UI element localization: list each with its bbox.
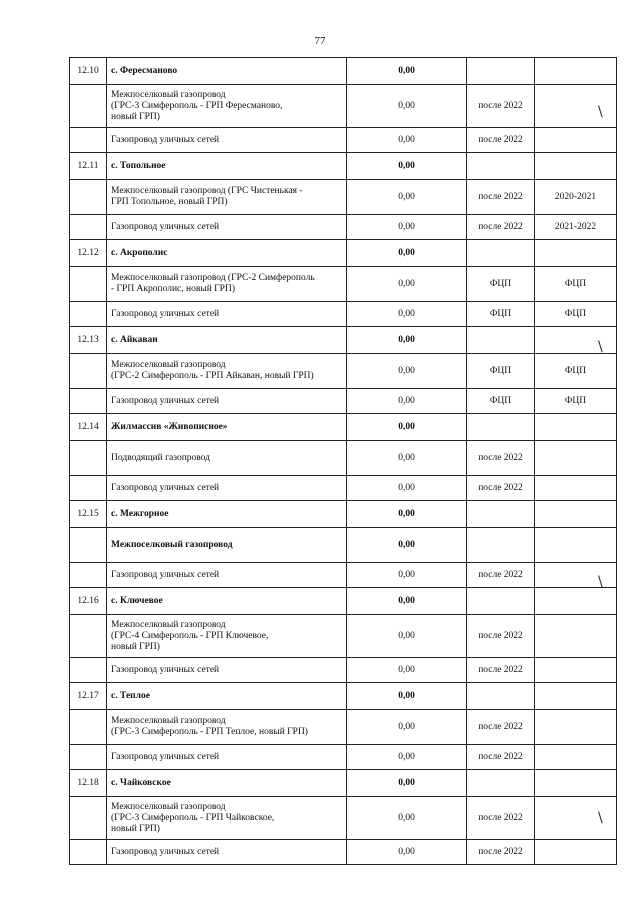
value-cell-text: 0,00: [398, 508, 415, 519]
value-cell: [347, 441, 467, 476]
object-name-cell: [107, 267, 347, 302]
value-cell-text: 0,00: [398, 846, 415, 857]
value-cell-text: 0,00: [398, 221, 415, 232]
pipeline-row: [70, 745, 617, 770]
period-alt-cell-text: 2021-2022: [554, 221, 597, 232]
row-number-cell: [70, 85, 107, 128]
row-number-cell: [70, 563, 107, 588]
value-cell: [347, 528, 467, 563]
object-name-cell-text: с. Межгорное: [111, 508, 169, 519]
value-cell: [347, 215, 467, 240]
period-cell: [467, 180, 535, 215]
value-cell: [347, 501, 467, 528]
object-name-cell: [107, 683, 347, 710]
value-cell-text: 0,00: [398, 452, 415, 463]
pipeline-row: [70, 528, 617, 563]
pipeline-row: [70, 615, 617, 658]
page-number: 77: [314, 35, 326, 47]
period-alt-cell: [535, 615, 617, 658]
value-cell: [347, 797, 467, 840]
object-name-cell-text: Межпоселковый газопровод (ГРС Чистенькая - ГРП Топольное, новый ГРП): [111, 186, 303, 207]
object-name-cell: [107, 302, 347, 327]
object-name-cell-text: Газопровод уличных сетей: [111, 482, 220, 493]
value-cell: [347, 180, 467, 215]
object-name-cell: [107, 180, 347, 215]
pipeline-row: [70, 389, 617, 414]
period-alt-cell: [535, 441, 617, 476]
object-name-cell-text: с. Айкаван: [111, 334, 158, 345]
period-cell: [467, 85, 535, 128]
handwritten-tick-mark: \: [598, 810, 603, 826]
period-alt-cell: [535, 528, 617, 563]
row-number-cell: [70, 476, 107, 501]
row-number-cell: [70, 240, 107, 267]
value-cell-text: 0,00: [398, 134, 415, 145]
row-number-cell: [70, 501, 107, 528]
period-alt-cell-text: ФЦП: [564, 308, 587, 319]
row-number-cell: [70, 267, 107, 302]
period-cell: [467, 476, 535, 501]
period-alt-cell: [535, 683, 617, 710]
period-alt-cell: [535, 588, 617, 615]
row-number-cell: [70, 745, 107, 770]
period-cell-text: после 2022: [478, 134, 523, 145]
period-alt-cell: [535, 180, 617, 215]
period-cell: [467, 153, 535, 180]
row-number-cell-text: 12.11: [77, 160, 99, 171]
period-cell: [467, 354, 535, 389]
row-number-cell-text: 12.13: [77, 334, 99, 345]
value-cell-text: 0,00: [398, 160, 415, 171]
row-number-cell: [70, 128, 107, 153]
period-cell-text: после 2022: [478, 569, 523, 580]
pipeline-row: [70, 710, 617, 745]
value-cell-text: 0,00: [398, 334, 415, 345]
value-cell-text: 0,00: [398, 595, 415, 606]
value-cell-text: 0,00: [398, 247, 415, 258]
pipeline-row: [70, 85, 617, 128]
object-name-cell: [107, 840, 347, 865]
pipeline-row: [70, 215, 617, 240]
period-alt-cell-text: ФЦП: [564, 278, 587, 289]
value-cell-text: 0,00: [398, 65, 415, 76]
period-cell: [467, 302, 535, 327]
value-cell-text: 0,00: [398, 777, 415, 788]
period-alt-cell: [535, 128, 617, 153]
value-cell-text: 0,00: [398, 812, 415, 823]
value-cell-text: 0,00: [398, 421, 415, 432]
value-cell: [347, 153, 467, 180]
period-alt-cell: [535, 710, 617, 745]
period-alt-cell-text: ФЦП: [564, 395, 587, 406]
row-number-cell: [70, 354, 107, 389]
object-name-cell-text: с. Ключевое: [111, 595, 163, 606]
value-cell: [347, 563, 467, 588]
row-number-cell: [70, 528, 107, 563]
row-number-cell: [70, 710, 107, 745]
object-name-cell-text: с. Теплое: [111, 690, 150, 701]
value-cell-text: 0,00: [398, 630, 415, 641]
object-name-cell-text: Межпоселковый газопровод (ГРС-2 Симферополь - ГРП Акрополис, новый ГРП): [111, 273, 315, 294]
object-name-cell: [107, 85, 347, 128]
period-alt-cell: [535, 240, 617, 267]
period-cell-text: после 2022: [478, 452, 523, 463]
object-name-cell: [107, 414, 347, 441]
row-number-cell: [70, 441, 107, 476]
handwritten-tick-mark: \: [598, 104, 603, 120]
period-cell: [467, 588, 535, 615]
period-cell-text: после 2022: [478, 100, 523, 111]
period-cell: [467, 327, 535, 354]
period-alt-cell: [535, 85, 617, 128]
period-cell: [467, 128, 535, 153]
value-cell: [347, 770, 467, 797]
object-name-cell: [107, 658, 347, 683]
period-cell-text: после 2022: [478, 846, 523, 857]
pipeline-row: [70, 840, 617, 865]
object-name-cell: [107, 441, 347, 476]
settlement-row: [70, 240, 617, 267]
period-cell: [467, 710, 535, 745]
object-name-cell: [107, 153, 347, 180]
value-cell: [347, 267, 467, 302]
object-name-cell-text: Подводящий газопровод: [111, 452, 211, 463]
object-name-cell-text: Межпоселковый газопровод: [111, 539, 233, 550]
object-name-cell: [107, 215, 347, 240]
pipeline-row: [70, 797, 617, 840]
row-number-cell: [70, 153, 107, 180]
period-cell: [467, 658, 535, 683]
object-name-cell: [107, 354, 347, 389]
value-cell-text: 0,00: [398, 664, 415, 675]
row-number-cell: [70, 840, 107, 865]
period-alt-cell: [535, 745, 617, 770]
value-cell: [347, 128, 467, 153]
period-cell: [467, 501, 535, 528]
period-alt-cell: [535, 58, 617, 85]
value-cell: [347, 615, 467, 658]
object-name-cell-text: Межпоселковый газопровод (ГРС-2 Симферополь - ГРП Айкаван, новый ГРП): [111, 360, 314, 381]
object-name-cell: [107, 770, 347, 797]
period-cell: [467, 267, 535, 302]
object-name-cell: [107, 797, 347, 840]
value-cell-text: 0,00: [398, 690, 415, 701]
row-number-cell: [70, 215, 107, 240]
period-cell-text: ФЦП: [489, 278, 512, 289]
object-name-cell-text: Газопровод уличных сетей: [111, 221, 220, 232]
value-cell: [347, 588, 467, 615]
object-name-cell-text: Газопровод уличных сетей: [111, 134, 220, 145]
settlement-row: [70, 770, 617, 797]
period-alt-cell: [535, 658, 617, 683]
object-name-cell-text: Жилмассив «Живописное»: [111, 421, 228, 432]
value-cell: [347, 710, 467, 745]
object-name-cell-text: Межпоселковый газопровод (ГРС-3 Симферополь - ГРП Чайковское, новый ГРП): [111, 801, 275, 834]
row-number-cell-text: 12.10: [77, 65, 99, 76]
value-cell-text: 0,00: [398, 278, 415, 289]
period-cell: [467, 240, 535, 267]
value-cell: [347, 85, 467, 128]
period-cell: [467, 797, 535, 840]
value-cell: [347, 658, 467, 683]
period-alt-cell: [535, 354, 617, 389]
period-alt-cell: [535, 770, 617, 797]
row-number-cell: [70, 615, 107, 658]
value-cell-text: 0,00: [398, 721, 415, 732]
object-name-cell-text: Межпоселковый газопровод (ГРС-3 Симферополь - ГРП Теплое, новый ГРП): [111, 716, 308, 737]
value-cell-text: 0,00: [398, 365, 415, 376]
period-cell: [467, 441, 535, 476]
period-cell-text: ФЦП: [489, 395, 512, 406]
period-cell: [467, 389, 535, 414]
period-cell: [467, 528, 535, 563]
pipeline-row: [70, 658, 617, 683]
object-name-cell: [107, 588, 347, 615]
row-number-cell-text: 12.12: [77, 247, 99, 258]
object-name-cell-text: Газопровод уличных сетей: [111, 395, 220, 406]
handwritten-tick-mark: \: [598, 574, 603, 590]
period-cell: [467, 58, 535, 85]
object-name-cell: [107, 615, 347, 658]
period-alt-cell: [535, 302, 617, 327]
value-cell-text: 0,00: [398, 751, 415, 762]
period-alt-cell: [535, 327, 617, 354]
value-cell-text: 0,00: [398, 191, 415, 202]
value-cell: [347, 58, 467, 85]
period-cell-text: после 2022: [478, 664, 523, 675]
period-cell: [467, 563, 535, 588]
pipeline-row: [70, 267, 617, 302]
object-name-cell-text: Газопровод уличных сетей: [111, 308, 220, 319]
period-cell-text: после 2022: [478, 630, 523, 641]
object-name-cell: [107, 563, 347, 588]
settlement-row: [70, 153, 617, 180]
period-alt-cell: [535, 501, 617, 528]
object-name-cell: [107, 240, 347, 267]
object-name-cell-text: с. Фересманово: [111, 65, 178, 76]
row-number-cell-text: 12.14: [77, 421, 99, 432]
row-number-cell-text: 12.15: [77, 508, 99, 519]
value-cell: [347, 840, 467, 865]
object-name-cell: [107, 528, 347, 563]
value-cell: [347, 302, 467, 327]
period-cell-text: после 2022: [478, 191, 523, 202]
pipeline-row: [70, 354, 617, 389]
period-alt-cell: [535, 153, 617, 180]
period-alt-cell: [535, 389, 617, 414]
object-name-cell: [107, 710, 347, 745]
settlement-row: [70, 501, 617, 528]
period-cell: [467, 414, 535, 441]
period-cell-text: после 2022: [478, 751, 523, 762]
period-cell: [467, 745, 535, 770]
value-cell: [347, 414, 467, 441]
pipeline-row: [70, 180, 617, 215]
object-name-cell: [107, 327, 347, 354]
object-name-cell: [107, 501, 347, 528]
value-cell-text: 0,00: [398, 308, 415, 319]
period-alt-cell: [535, 215, 617, 240]
object-name-cell-text: Межпоселковый газопровод (ГРС-3 Симферополь - ГРП Фересманово, новый ГРП): [111, 89, 283, 122]
period-alt-cell-text: 2020-2021: [554, 191, 597, 202]
period-cell-text: после 2022: [478, 721, 523, 732]
period-alt-cell: [535, 476, 617, 501]
row-number-cell: [70, 389, 107, 414]
value-cell-text: 0,00: [398, 100, 415, 111]
period-cell-text: после 2022: [478, 482, 523, 493]
row-number-cell: [70, 327, 107, 354]
object-name-cell-text: с. Акрополис: [111, 247, 168, 258]
row-number-cell: [70, 770, 107, 797]
table-body: [70, 58, 617, 865]
object-name-cell-text: с. Чайковское: [111, 777, 171, 788]
period-cell-text: ФЦП: [489, 308, 512, 319]
settlement-row: [70, 588, 617, 615]
handwritten-tick-mark: \: [598, 339, 603, 355]
object-name-cell: [107, 476, 347, 501]
value-cell: [347, 354, 467, 389]
object-name-cell: [107, 389, 347, 414]
object-name-cell-text: Межпоселковый газопровод (ГРС-4 Симферополь - ГРП Ключевое, новый ГРП): [111, 619, 269, 652]
period-alt-cell: [535, 414, 617, 441]
row-number-cell: [70, 683, 107, 710]
pipeline-row: [70, 128, 617, 153]
period-cell: [467, 615, 535, 658]
row-number-cell: [70, 302, 107, 327]
object-name-cell: [107, 128, 347, 153]
value-cell-text: 0,00: [398, 482, 415, 493]
row-number-cell: [70, 58, 107, 85]
value-cell-text: 0,00: [398, 395, 415, 406]
period-cell-text: после 2022: [478, 812, 523, 823]
value-cell: [347, 240, 467, 267]
period-cell-text: ФЦП: [489, 365, 512, 376]
object-name-cell: [107, 58, 347, 85]
period-cell-text: после 2022: [478, 221, 523, 232]
settlement-row: [70, 58, 617, 85]
period-alt-cell: [535, 797, 617, 840]
value-cell: [347, 327, 467, 354]
object-name-cell-text: Газопровод уличных сетей: [111, 846, 220, 857]
object-name-cell: [107, 745, 347, 770]
settlement-row: [70, 414, 617, 441]
row-number-cell-text: 12.18: [77, 777, 99, 788]
pipeline-row: [70, 441, 617, 476]
period-alt-cell: [535, 563, 617, 588]
value-cell-text: 0,00: [398, 569, 415, 580]
period-alt-cell: [535, 840, 617, 865]
row-number-cell-text: 12.16: [77, 595, 99, 606]
period-alt-cell: [535, 267, 617, 302]
period-cell: [467, 840, 535, 865]
object-name-cell-text: Газопровод уличных сетей: [111, 751, 220, 762]
value-cell: [347, 745, 467, 770]
row-number-cell: [70, 588, 107, 615]
row-number-cell: [70, 797, 107, 840]
object-name-cell-text: Газопровод уличных сетей: [111, 664, 220, 675]
object-name-cell-text: с. Топольное: [111, 160, 166, 171]
pipeline-row: [70, 302, 617, 327]
pipeline-row: [70, 563, 617, 588]
value-cell: [347, 683, 467, 710]
period-alt-cell-text: ФЦП: [564, 365, 587, 376]
pipeline-row: [70, 476, 617, 501]
value-cell: [347, 389, 467, 414]
row-number-cell: [70, 658, 107, 683]
row-number-cell-text: 12.17: [77, 690, 99, 701]
value-cell: [347, 476, 467, 501]
value-cell-text: 0,00: [398, 539, 415, 550]
settlement-row: [70, 683, 617, 710]
period-cell: [467, 215, 535, 240]
period-cell: [467, 683, 535, 710]
object-name-cell-text: Газопровод уличных сетей: [111, 569, 220, 580]
period-cell: [467, 770, 535, 797]
row-number-cell: [70, 414, 107, 441]
row-number-cell: [70, 180, 107, 215]
settlement-row: [70, 327, 617, 354]
gas-pipeline-table: [69, 57, 617, 865]
